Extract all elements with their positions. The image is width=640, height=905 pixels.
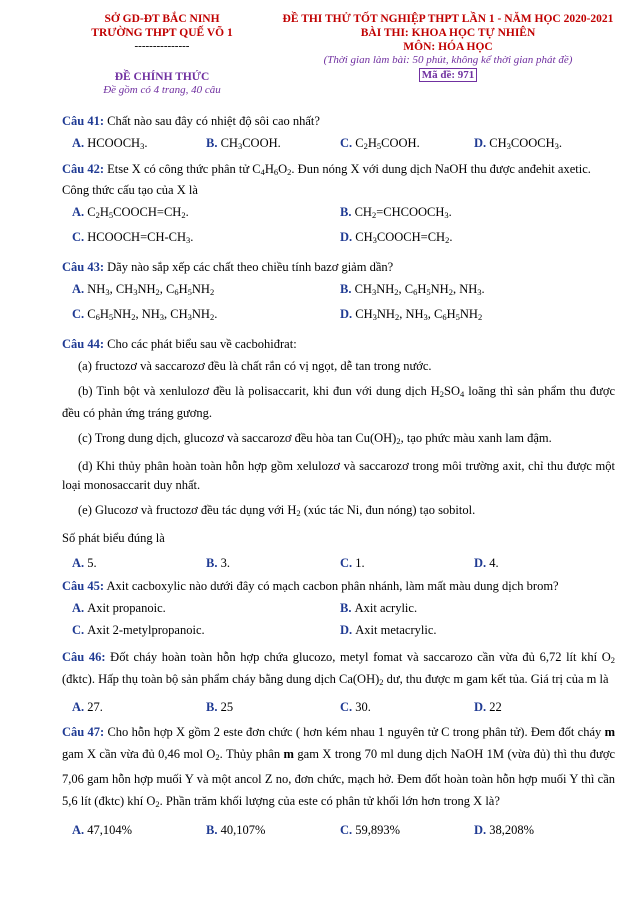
options-45: [72, 599, 615, 643]
question-47: [62, 721, 615, 815]
official-label: ĐỀ CHÍNH THỨC: [114, 71, 210, 83]
question-number: Câu 44:: [62, 337, 105, 351]
answer-option-b: [206, 821, 340, 839]
school-name: TRƯỜNG THPT QUẾ VÕ 1: [91, 27, 233, 39]
question-number: Câu 43:: [62, 260, 105, 274]
answer-option-c: [340, 821, 474, 839]
option-letter: B.: [206, 556, 221, 570]
option-text: 59,893%: [355, 823, 401, 837]
option-text: 25: [220, 700, 234, 714]
divider-dashes: ---------------: [134, 40, 190, 52]
department-name: SỞ GD-ĐT BẮC NINH: [104, 13, 220, 25]
option-letter: D.: [474, 823, 490, 837]
option-text: 4.: [489, 556, 499, 570]
answer-option-b: [206, 554, 340, 572]
header-right: [278, 12, 618, 82]
exam-title: ĐỀ THI THỬ TỐT NGHIỆP THPT LẦN 1 - NĂM HỌC 2020-2021: [282, 13, 614, 25]
option-text: 27.: [87, 700, 103, 714]
option-letter: B.: [206, 136, 221, 150]
option-letter: A.: [72, 136, 88, 150]
option-text: $CH_3NH_2$, $NH_3$, $C_6H_5NH_2$: [355, 307, 483, 322]
question-44: [62, 335, 615, 353]
answer-option-d: [474, 554, 608, 572]
option-letter: C.: [72, 307, 88, 321]
option-letter: D.: [474, 136, 490, 150]
answer-option-a: [72, 203, 340, 224]
option-text: $C_2H_5COOCH=CH_2$.: [87, 205, 189, 220]
option-text: Axit 2-metylpropanoic.: [87, 623, 205, 637]
answer-option-d: [474, 698, 608, 716]
option-text: $C_6H_5NH_2$, $NH_3$, $CH_3NH_2$.: [87, 307, 218, 322]
answer-option-b: [340, 280, 608, 301]
option-letter: A.: [72, 282, 88, 296]
question-43: [62, 258, 615, 276]
option-letter: C.: [340, 136, 356, 150]
question-46: [62, 648, 615, 692]
option-text: $CH_3NH_2$, $C_6H_5NH_2$, $NH_3$.: [354, 282, 485, 297]
question-number: Câu 46:: [62, 650, 106, 664]
question-text: Cho các phát biểu sau về cacbohiđrat:: [107, 337, 297, 351]
option-letter: B.: [206, 823, 221, 837]
option-text: Axit metacrylic.: [355, 623, 437, 637]
statement-c: (c) Trong dung dịch, glucozơ và saccarozơ đều hòa $\tan Cu(OH)_2$, tạo phức màu xanh lam đậm.: [78, 431, 552, 446]
answer-option-b: [206, 134, 340, 155]
option-letter: D.: [340, 230, 356, 244]
option-text: 40,107%: [220, 823, 266, 837]
answer-option-b: [340, 599, 608, 617]
question-text: Cho hỗn hợp X gồm 2 este đơn chức ( hơn kém nhau 1 nguyên tử C trong phân tử). Đem đốt cháy m gam X cần vừa đủ 0,46 mol $O_2$. Thủy phân m gam X trong 70 ml dung dịch NaOH 1M (vừa đủ) thì thu được 7,06 gam hỗn hợp muối Y và một ancol Z no, đơn chức, mạch hở. Đem đốt hoàn toàn hỗn hợp muối Y thì cần 5,6 lít (đktc) khí $O_2$. Phần trăm khối lượng của este có phân tử khối lớn hơn trong X là?: [62, 725, 615, 809]
option-letter: D.: [474, 700, 490, 714]
options-41: [72, 134, 615, 155]
statement-a: (a) fructozơ và saccarozơ đều là chất rắn có vị ngọt, dễ tan trong nước.: [78, 359, 432, 373]
answer-option-a: [72, 821, 206, 839]
option-text: Axit propanoic.: [87, 601, 166, 615]
option-letter: B.: [340, 282, 355, 296]
answer-option-c: [72, 228, 340, 249]
time-note: (Thời gian làm bài: 50 phút, không kể thời gian phát đề): [323, 54, 573, 66]
exam-subject-group: BÀI THI: KHOA HỌC TỰ NHIÊN: [360, 27, 536, 39]
question-41: [62, 112, 615, 130]
statement-d: (d) Khi thủy phân hoàn toàn hỗn hợp gồm xelulozơ và saccarozơ trong môi trường axit, chỉ thu được một loại monosaccarit duy nhất.: [62, 459, 615, 492]
option-text: 47,104%: [87, 823, 133, 837]
option-text: $CH_3COOCH_3$.: [489, 136, 563, 151]
pages-note: Đề gồm có 4 trang, 40 câu: [103, 84, 221, 96]
answer-option-a: [72, 698, 206, 716]
answer-option-d: [340, 621, 608, 639]
option-text: $CH_3COOCH=CH_2$.: [355, 230, 453, 245]
option-text: $C_2H_5COOH$.: [355, 136, 420, 151]
question-text: Đốt cháy hoàn toàn hỗn hợp chứa glucozo, metyl fomat và saccarozo cần vừa đủ 6,72 lít khí $O_2$ (đktc). Hấp thụ toàn bộ sản phẩm cháy bằng dung dịch $Ca(OH)_2$ dư, thu được m gam kết tủa. Giá trị của m là: [62, 650, 615, 687]
answer-option-d: [474, 134, 608, 155]
option-letter: A.: [72, 205, 88, 219]
question-number: Câu 45:: [62, 579, 105, 593]
option-text: $CH_2=CHCOOCH_3$.: [354, 205, 452, 220]
statement-e: (e) Glucozơ và fructozơ đều tác dụng với $H_2$ (xúc tác Ni, đun nóng) tạo sobitol.: [78, 503, 476, 518]
question-ask: Số phát biểu đúng là: [62, 531, 165, 545]
option-letter: A.: [72, 601, 88, 615]
option-letter: D.: [474, 556, 490, 570]
answer-option-c: [72, 621, 340, 639]
option-text: 22: [489, 700, 502, 714]
option-letter: C.: [72, 230, 88, 244]
option-letter: C.: [72, 623, 88, 637]
exam-code: Mã đề: 971: [419, 68, 478, 82]
option-letter: C.: [340, 700, 356, 714]
option-text: 5.: [87, 556, 97, 570]
option-letter: A.: [72, 556, 88, 570]
option-text: $NH_3$, $CH_3NH_2$, $C_6H_5NH_2$: [87, 282, 215, 297]
question-text: Axit cacboxylic nào dưới đây có mạch cacbon phân nhánh, làm mất màu dung dịch brom?: [106, 579, 559, 593]
option-letter: A.: [72, 700, 88, 714]
option-letter: A.: [72, 823, 88, 837]
option-text: 3.: [220, 556, 230, 570]
question-number: Câu 42:: [62, 162, 105, 176]
answer-option-a: [72, 134, 206, 155]
question-text: Dãy nào sắp xếp các chất theo chiều tính bazơ giảm dần?: [107, 260, 394, 274]
header-left: [62, 12, 262, 52]
option-letter: D.: [340, 623, 356, 637]
option-letter: B.: [340, 205, 355, 219]
question-number: Câu 47:: [62, 725, 105, 739]
answer-option-d: [474, 821, 608, 839]
option-letter: B.: [206, 700, 221, 714]
official-block: [62, 70, 262, 97]
answer-option-a: [72, 599, 340, 617]
answer-option-c: [340, 698, 474, 716]
question-text: Chất nào sau đây có nhiệt độ sôi cao nhất?: [107, 114, 320, 128]
answer-option-c: [72, 305, 340, 326]
question-45: [62, 577, 615, 595]
option-text: 30.: [355, 700, 371, 714]
option-text: $HCOOCH=CH-CH_3$.: [87, 230, 194, 245]
options-46: [72, 698, 615, 716]
options-47: [72, 821, 615, 839]
options-43: [72, 280, 615, 330]
exam-subject: MÔN: HÓA HỌC: [403, 41, 493, 53]
option-text: Axit acrylic.: [354, 601, 418, 615]
answer-option-d: [340, 228, 608, 249]
answer-option-c: [340, 134, 474, 155]
questions-area: [62, 112, 615, 844]
option-letter: D.: [340, 307, 356, 321]
option-letter: C.: [340, 823, 356, 837]
answer-option-d: [340, 305, 608, 326]
option-letter: C.: [340, 556, 356, 570]
option-letter: B.: [340, 601, 355, 615]
options-42: [72, 203, 615, 253]
question-42: [62, 160, 615, 199]
answer-option-a: [72, 554, 206, 572]
question-text: Etse X có công thức phân tử $C_4H_6O_2$. Đun nóng X với dung dịch NaOH thu được anđehit axetic. Công thức cấu tạo của X là: [62, 162, 591, 197]
statement-b: (b) Tinh bột và xenlulozơ đều là polisaccarit, khi đun với dung dịch $H_2SO_4$ loãng thì sản phẩm thu được đều có phản ứng tráng gương.: [62, 384, 615, 420]
answer-option-a: [72, 280, 340, 301]
options-44: [72, 554, 615, 572]
option-text: $CH_3COOH$.: [220, 136, 281, 151]
option-text: $HCOOCH_3$.: [87, 136, 148, 151]
answer-option-b: [206, 698, 340, 716]
answer-option-b: [340, 203, 608, 224]
option-text: 38,208%: [489, 823, 535, 837]
question-number: Câu 41:: [62, 114, 105, 128]
option-text: 1.: [355, 556, 365, 570]
answer-option-c: [340, 554, 474, 572]
